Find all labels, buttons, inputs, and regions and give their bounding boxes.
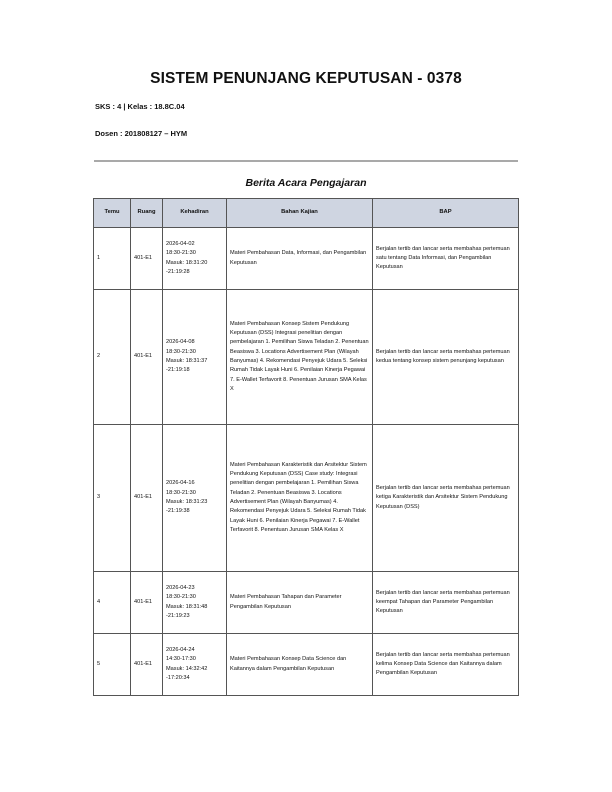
cell-bap: Berjalan tertib dan lancar serta membahas pertemuan ketiga Karakteristik dan Arsitektur Sistem Pendukung Keputusan (DSS) [373, 425, 519, 572]
cell-ruang: 401-E1 [131, 634, 163, 696]
section-subtitle: Berita Acara Pengajaran [245, 177, 367, 189]
berita-acara-table [93, 198, 519, 696]
cell-temu: 3 [94, 425, 131, 572]
cell-temu: 4 [94, 572, 131, 634]
cell-ruang: 401-E1 [131, 572, 163, 634]
cell-ruang: 401-E1 [131, 228, 163, 290]
cell-bap: Berjalan tertib dan lancar serta membahas pertemuan satu tentang Data Informasi, dan Pengambilan Keputusan [373, 228, 519, 290]
cell-bap: Berjalan tertib dan lancar serta membahas pertemuan keempat Tahapan dan Parameter Pengambilan Keputusan [373, 572, 519, 634]
cell-bahan-kajian: Materi Pembahasan Konsep Data Science dan Kaitannya dalam Pengambilan Keputusan [227, 634, 373, 696]
cell-kehadiran: 2026-04-16 18:30-21:30 Masuk: 18:31:23 -21:19:38 [163, 425, 227, 572]
cell-kehadiran: 2026-04-24 14:30-17:30 Masuk: 14:32:42 -17:20:34 [163, 634, 227, 696]
header-bap: BAP [373, 199, 519, 228]
cell-bahan-kajian: Materi Pembahasan Tahapan dan Parameter Pengambilan Keputusan [227, 572, 373, 634]
header-ruang: Ruang [131, 199, 163, 228]
cell-temu: 5 [94, 634, 131, 696]
divider-line [94, 160, 518, 162]
cell-kehadiran: 2026-04-02 18:30-21:30 Masuk: 18:31:20 -21:19:28 [163, 228, 227, 290]
cell-bahan-kajian: Materi Pembahasan Konsep Sistem Pendukung Keputusan (DSS) Integrasi penelitian dengan pembelajaran 1. Pemilihan Siswa Teladan 2. Penentuan Beasiswa 3. Locations Advertisement Plan (Wilayah Banyumas) 4. Rekomendasi Penyejuk Udara 5. Seleksi Rumah Tidak Layak Huni 6. Penilaian Kinerja Pegawai 7. E-Wallet Terfavorit 8. Penentuan Jurusan SMA Kelas X [227, 290, 373, 425]
cell-bahan-kajian: Materi Pembahasan Data, Informasi, dan Pengambilan Keputusan [227, 228, 373, 290]
cell-ruang: 401-E1 [131, 425, 163, 572]
table-row [94, 228, 519, 290]
cell-ruang: 401-E1 [131, 290, 163, 425]
cell-kehadiran: 2026-04-23 18:30-21:30 Masuk: 18:31:48 -21:19:23 [163, 572, 227, 634]
table-row [94, 634, 519, 696]
table-header-row [94, 199, 519, 228]
page-title: SISTEM PENUNJANG KEPUTUSAN - 0378 [150, 70, 462, 87]
header-bahan-kajian: Bahan Kajian [227, 199, 373, 228]
header-kehadiran: Kehadiran [163, 199, 227, 228]
cell-bahan-kajian: Materi Pembahasan Karakteristik dan Arsitektur Sistem Pendukung Keputusan (DSS) Case study: Integrasi penelitian dengan pembelajaran 1. Pemilihan Siswa Teladan 2. Penentuan Beasiswa 3. Locations Advertisement Plan (Wilayah Banyumas) 4. Rekomendasi Penyejuk Udara 5. Seleksi Rumah Tidak Layak Huni 6. Penilaian Kinerja Pegawai 7. E-Wallet Terfavorit 8. Penentuan Jurusan SMA Kelas X [227, 425, 373, 572]
header-temu: Temu [94, 199, 131, 228]
table-row [94, 572, 519, 634]
table-row [94, 290, 519, 425]
cell-kehadiran: 2026-04-08 18:30-21:30 Masuk: 18:31:37 -21:19:18 [163, 290, 227, 425]
sks-kelas-info: SKS : 4 | Kelas : 18.8C.04 [95, 102, 185, 111]
table-row [94, 425, 519, 572]
cell-temu: 2 [94, 290, 131, 425]
cell-temu: 1 [94, 228, 131, 290]
dosen-info: Dosen : 201808127 – HYM [95, 129, 188, 138]
cell-bap: Berjalan tertib dan lancar serta membahas pertemuan kelima Konsep Data Science dan Kaitannya dalam Pengambilan Keputusan [373, 634, 519, 696]
cell-bap: Berjalan tertib dan lancar serta membahas pertemuan kedua tentang konsep sistem penunjang keputusan [373, 290, 519, 425]
